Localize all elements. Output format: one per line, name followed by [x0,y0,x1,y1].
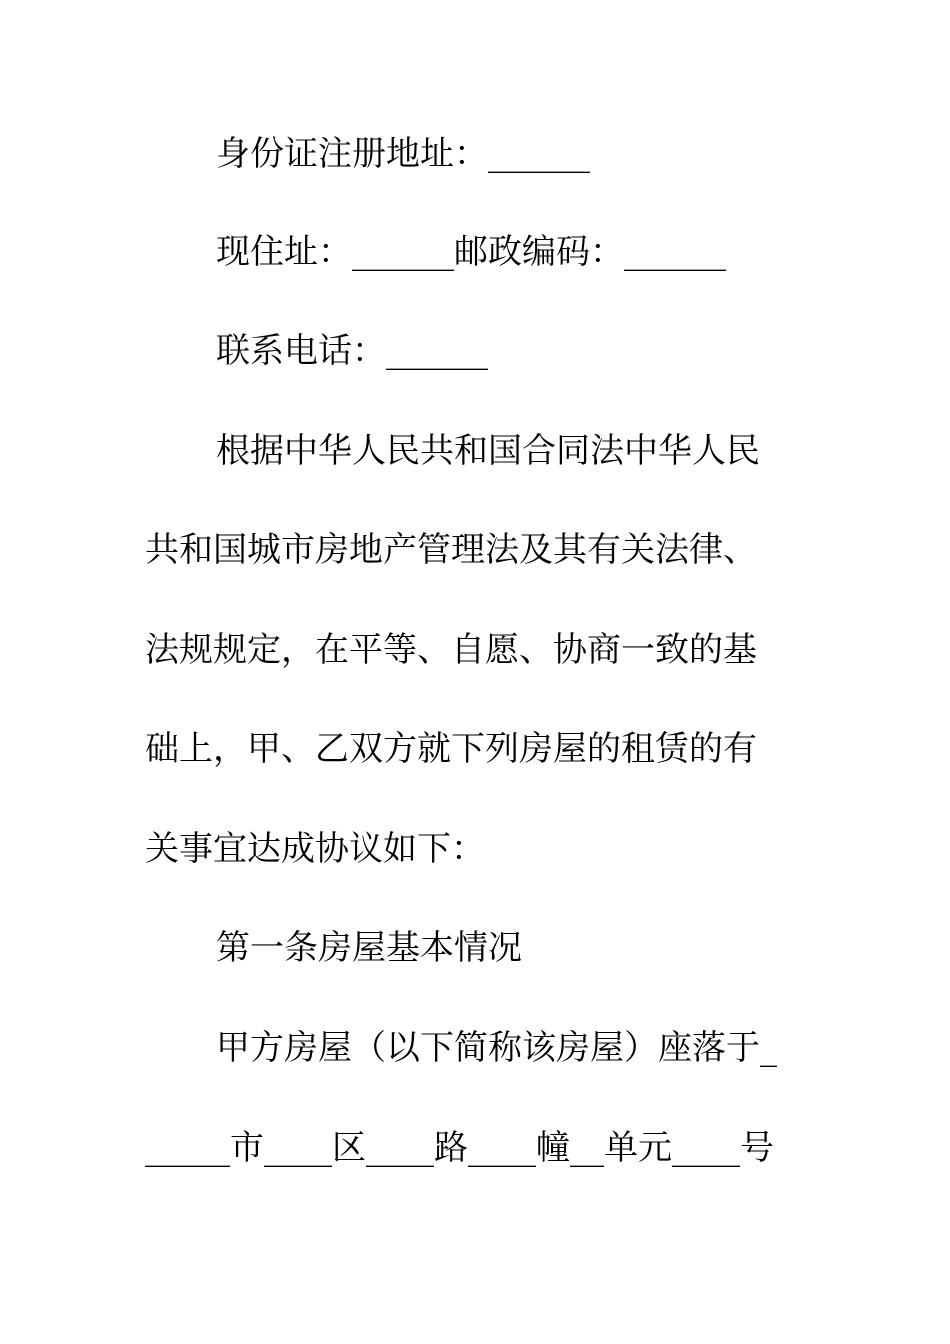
property-location-line-1: 甲方房屋（以下简称该房屋）座落于_ [216,1028,777,1068]
id-registered-address-line: 身份证注册地址：______ [216,134,590,174]
current-address-postcode-line: 现住址：______邮政编码：______ [216,232,726,272]
paragraph-line-2: 共和国城市房地产管理法及其有关法律、 [145,530,757,570]
paragraph-line-4: 础上，甲、乙双方就下列房屋的租赁的有 [145,729,757,769]
paragraph-line-5: 关事宜达成协议如下： [145,829,485,869]
paragraph-line-1: 根据中华人民共和国合同法中华人民 [216,431,760,471]
property-location-line-2: _____市____区____路____幢__单元____号 [145,1128,774,1168]
article-one-heading: 第一条房屋基本情况 [216,928,522,968]
paragraph-line-3: 法规规定，在平等、自愿、协商一致的基 [145,630,757,670]
contact-phone-line: 联系电话：______ [216,331,488,371]
